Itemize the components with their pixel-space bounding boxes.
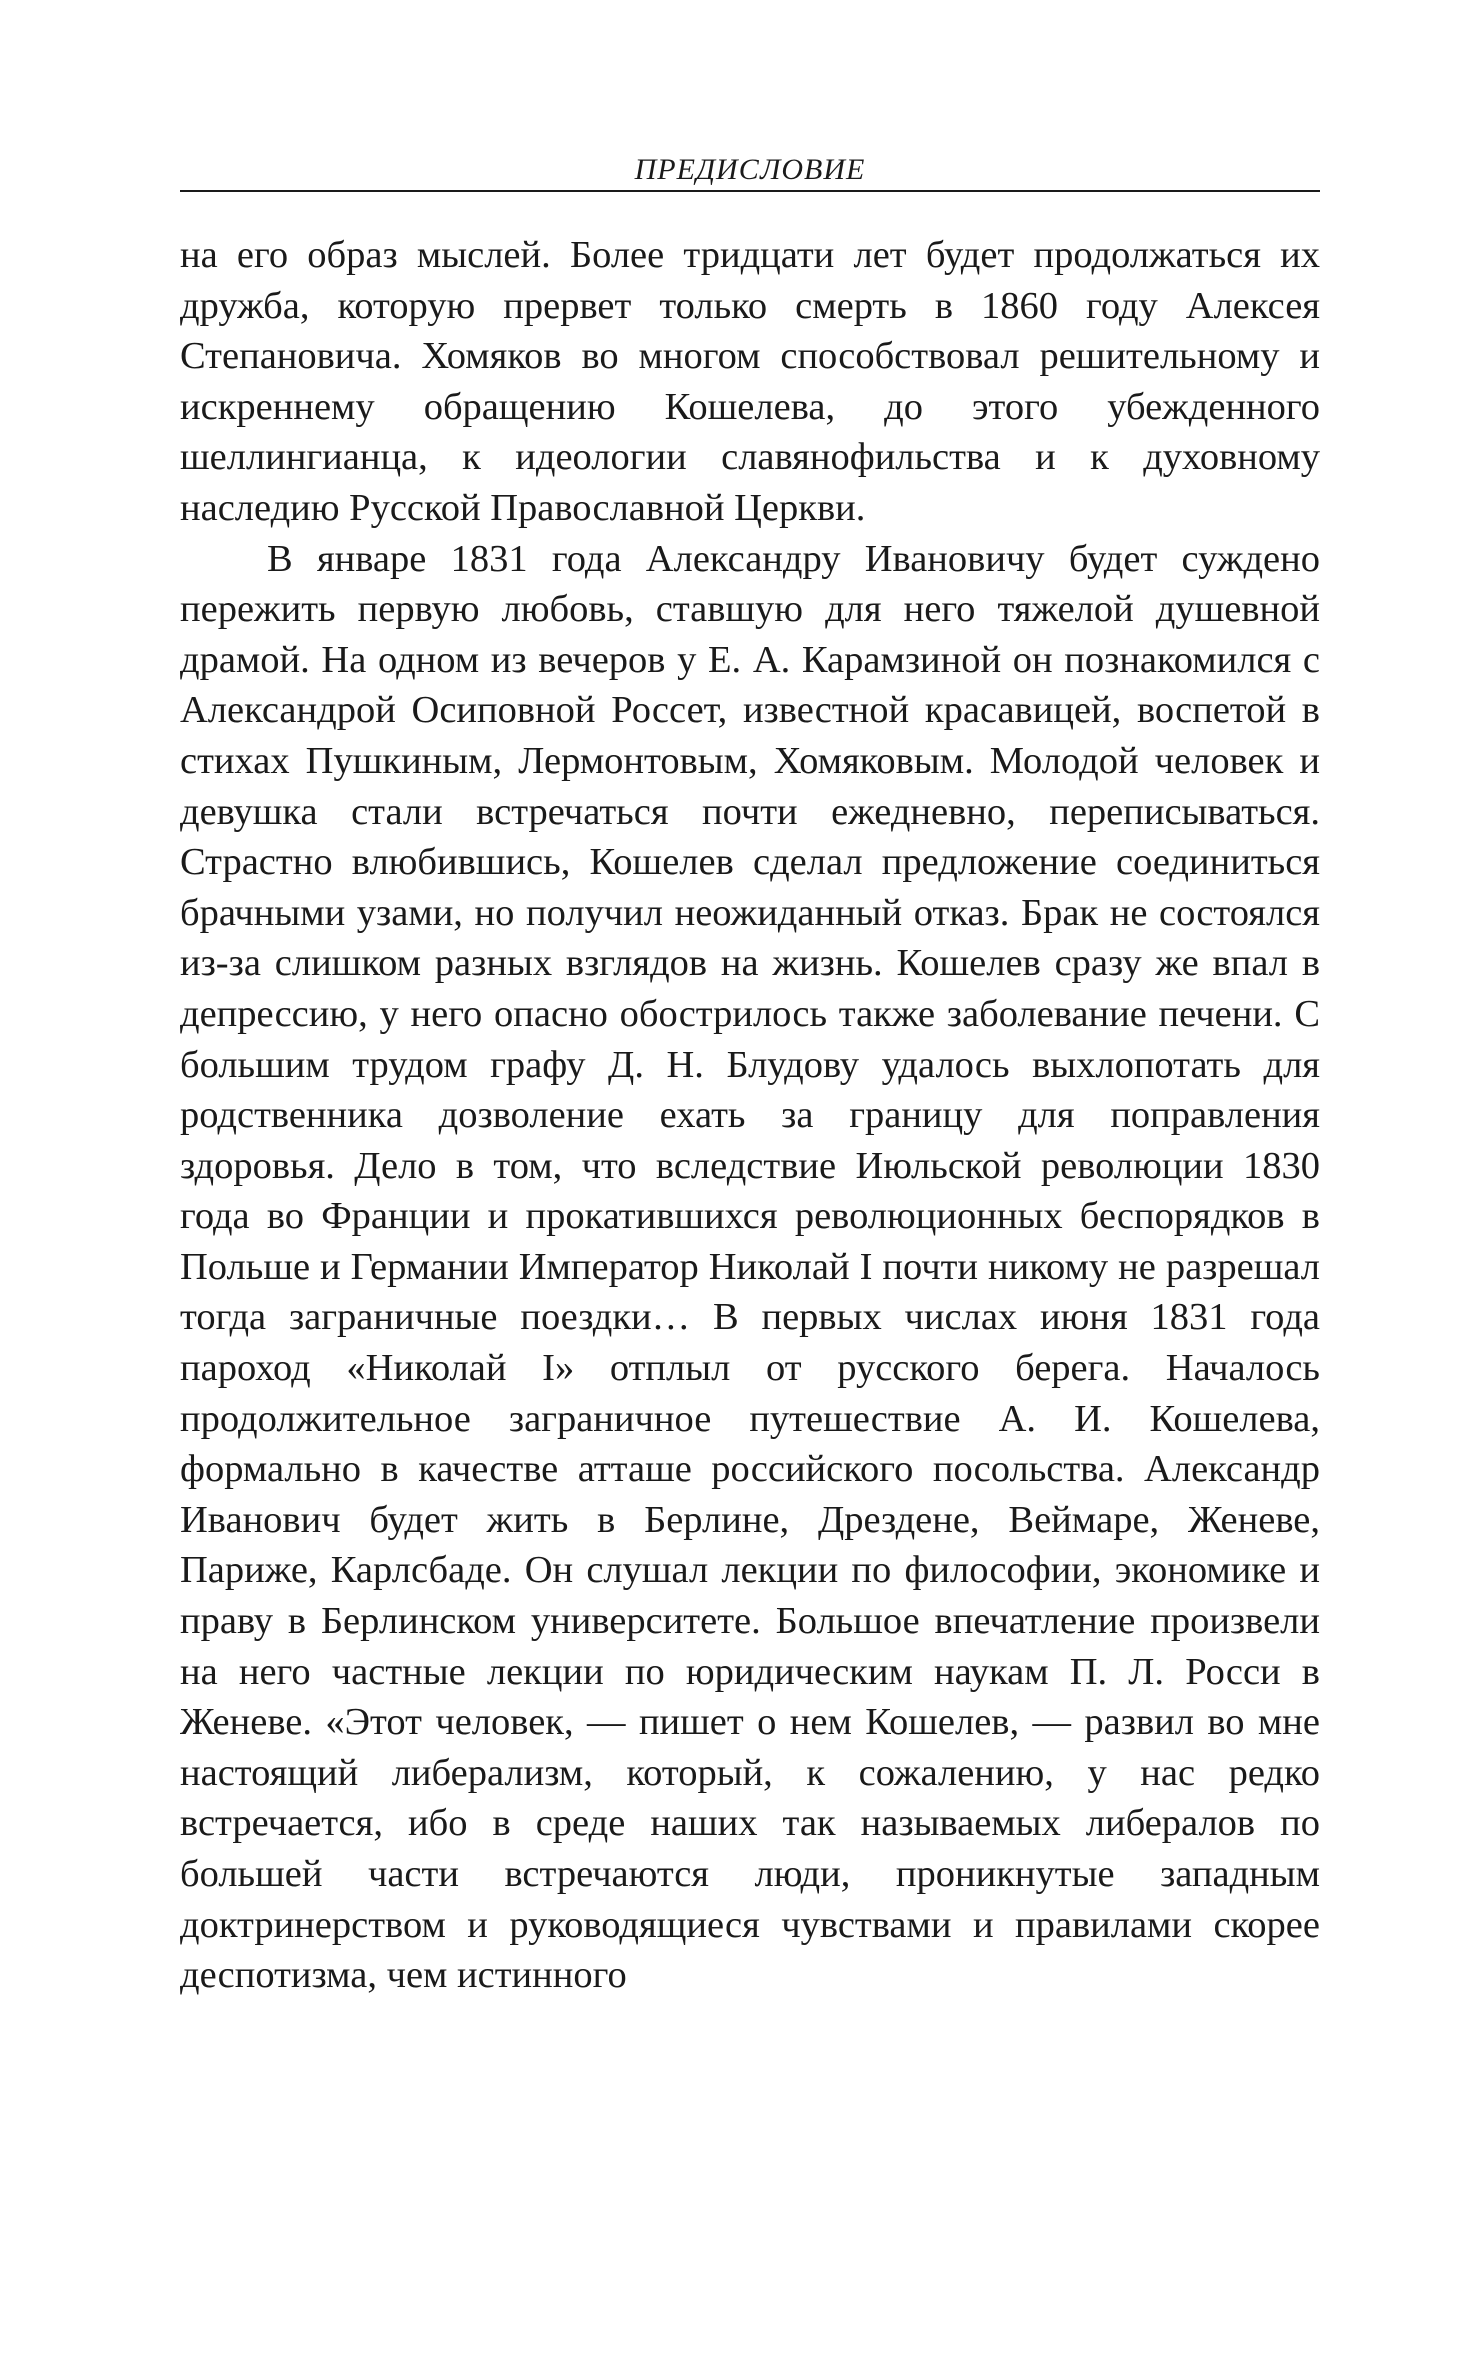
body-text [180,230,1320,2001]
book-page [180,150,1320,2001]
running-header: ПРЕДИСЛОВИЕ [634,153,866,186]
paragraph-continuation: на его образ мыслей. Более тридцати лет будет продолжаться их дружба, которую прервет только смерть в 1860 году Алексея Степановича. Хомяков во многом способствовал решительному и искреннему обращению Кошелева, до этого убежденного шеллингианца, к идеологии славянофильства и к духовному наследию Русской Православной Церкви. [180,234,1320,529]
paragraph: В январе 1831 года Александру Ивановичу будет суждено пережить первую любовь, ставшую для него тяжелой душевной драмой. На одном из вечеров у Е. А. Карамзиной он познакомился с Александрой Осиповной Россет, известной красавицей, воспетой в стихах Пушкиным, Лермонтовым, Хомяковым. Молодой человек и девушка стали встречаться почти ежедневно, переписываться. Страстно влюбившись, Кошелев сделал предложение соединиться брачными узами, но получил неожиданный отказ. Брак не состоялся из-за слишком разных взглядов на жизнь. Кошелев сразу же впал в депрессию, у него опасно обострилось также заболевание печени. С большим трудом графу Д. Н. Блудову удалось выхлопотать для родственника дозволение ехать за границу для поправления здоровья. Дело в том, что вследствие Июльской революции 1830 года во Франции и прокатившихся революционных беспорядков в Польше и Германии Император Николай I почти никому не разрешал тогда заграничные поездки… В первых числах июня 1831 года пароход «Николай I» отплыл от русского берега. Началось продолжительное заграничное путешествие А. И. Кошелева, формально в качестве атташе российского посольства. Александр Иванович будет жить в Берлине, Дрездене, Веймaре, Женеве, Париже, Карлсбаде. Он слушал лекции по философии, экономике и праву в Берлинском университете. Большое впечатление произвели на него частные лекции по юридическим наукам П. Л. Росси в Женеве. «Этот человек, — пишет о нем Кошелев, — развил во мне настоящий либерализм, который, к сожалению, у нас редко встречается, ибо в среде наших так называемых либералов по большей части встречаются люди, проникнутые западным доктринерством и руководящиеся чувствами и правилами скорее деспотизма, чем истинного [180,537,1320,1997]
header-rule [180,190,1320,192]
